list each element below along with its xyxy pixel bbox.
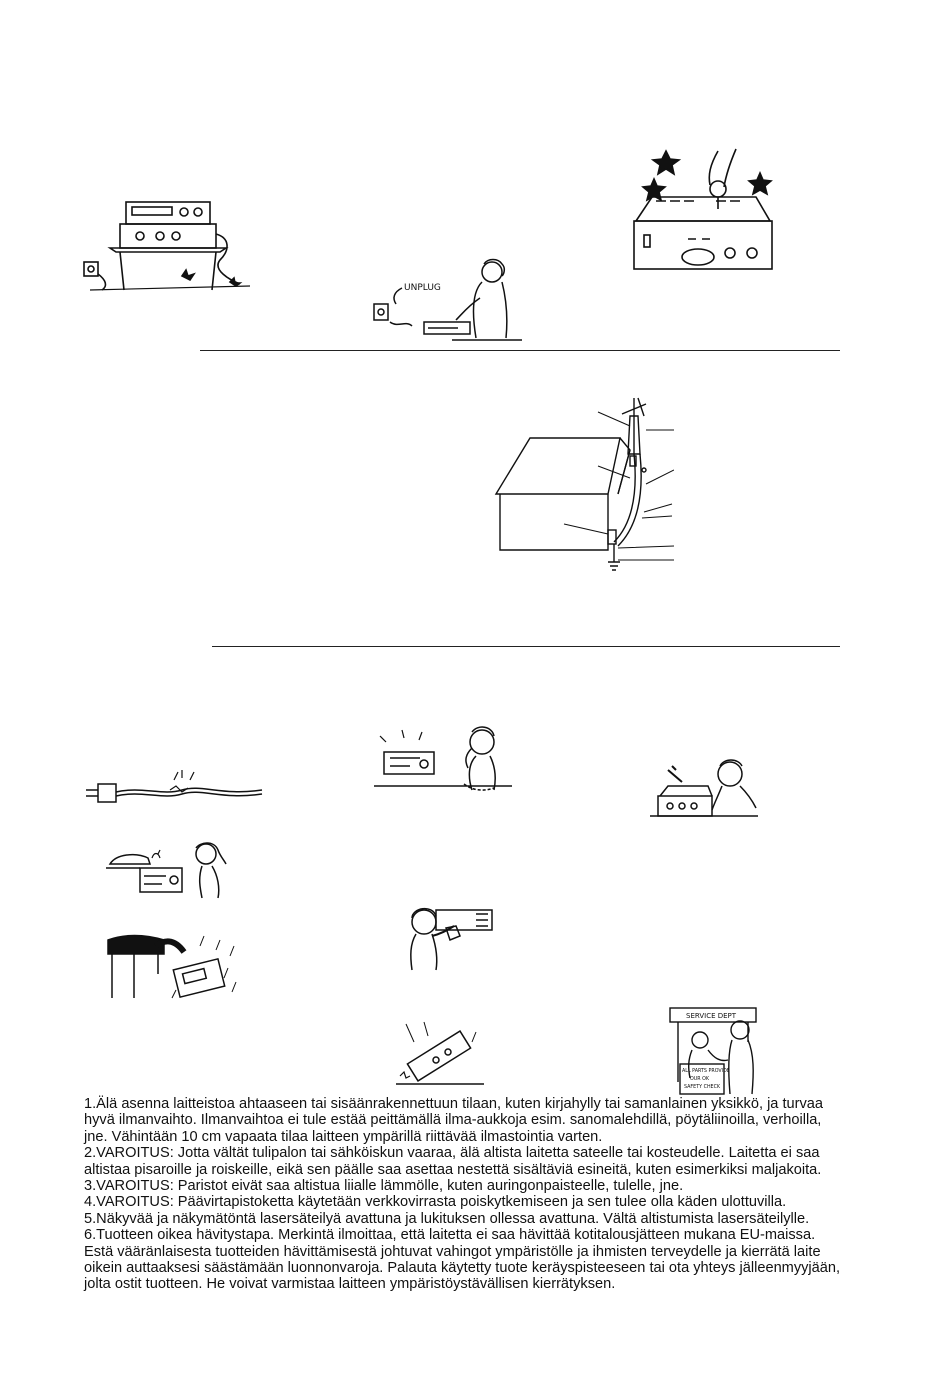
dropped-object-illustration [648,756,758,828]
note-6: 6.Tuotteen oikea hävitystapa. Merkintä ilmoittaa, että laitetta ei saa hävittää kotitalousjätteen mukana EU-maissa. Estä vääränlaisesta tuotteiden hävittämisestä johtuvat vahingot ympäristölle ja ihmisten terveydelle ja kierrätä laite oikein auttaaksesi säästämään luonnonvaroja. Palauta käytetty tuote keräyspisteeseen tai ota yhteys jälleenmyyjään, jolta ostit tuotteen. He voivat varmistaa laitteen ympäristöystävällisen kierrätyksen. [84,1227,841,1293]
unplug-label: UNPLUG [404,283,441,293]
service-card-line2: OUR OK [690,1077,710,1082]
note-3: 3.VAROITUS: Paristot eivät saa altistua liialle lämmölle, kuten auringonpaisteelle, tulelle, jne. [84,1178,684,1195]
section-divider-top [200,350,840,351]
note-4: 4.VAROITUS: Päävirtapistoketta käytetään verkkovirrasta poiskytkemiseen ja sen tulee olla käden ulottuvilla. [84,1194,787,1211]
unplug-illustration [372,258,522,348]
smoke-smell-illustration [372,724,512,794]
antenna-grounding-diagram [494,394,674,574]
liquid-spill-illustration [106,838,236,900]
section-divider-bottom [212,646,840,647]
safety-notes [84,1096,844,1293]
dont-open-cover-illustration [626,145,776,275]
service-sign-label: SERVICE DEPT [686,1012,737,1020]
no-rain-illustration [104,932,244,1002]
dropped-device-illustration [396,1020,486,1086]
service-card-line3: SAFETY CHECK [684,1085,721,1090]
note-2: 2.VAROITUS: Jotta vältät tulipalon tai sähköiskun vaaraa, älä altista laitetta sateelle tai kosteudelle. Laitetta ei saa altistaa pisaroille ja roiskeille, eikä sen päälle saa asettaa nestettä sisältäviä esineitä, kuten esimerkiksi maljakoita. [84,1145,822,1178]
stereo-on-table-illustration [80,190,250,300]
service-card-line1: ALL PARTS PROVIDE [682,1069,730,1074]
cleaning-illustration [396,900,506,972]
note-1: 1.Älä asenna laitteistoa ahtaaseen tai sisäänrakennettuun tilaan, kuten kirjahylly tai samanlainen yksikkö, ja turvaa hyvä ilmanvaihto. Ilmanvaihtoa ei tule estää peittämällä ilma-aukkoja esim. sanomalehdillä, pöytäliinoilla, verhoilla, jne. Vähintään 10 cm vapaata tilaa laitteen ympärillä riittävää ilmastointia varten. [84,1096,824,1145]
note-5: 5.Näkyvää ja näkymätöntä lasersäteilyä avattuna ja lukituksen ollessa avattuna. Vältä altistumista lasersäteilylle. [84,1210,810,1227]
service-department-illustration [664,1006,764,1096]
damaged-cord-illustration [82,766,272,810]
